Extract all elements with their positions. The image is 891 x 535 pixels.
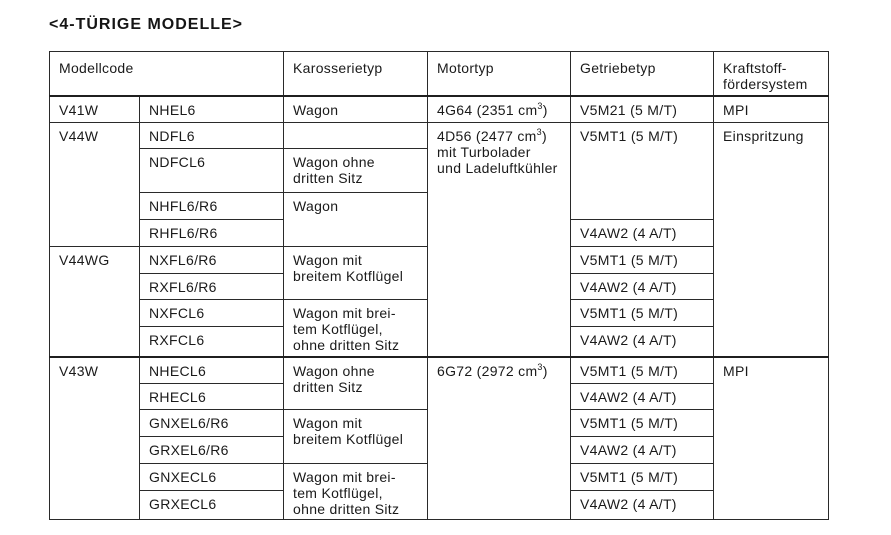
code-cell: GRXECL6 [140,491,284,520]
body-cell [284,464,428,520]
header-karosserietyp: Karosserietyp [284,52,428,96]
header-getriebetyp: Getriebetyp [571,52,714,96]
engine-line2: mit Turbolader [437,144,531,160]
engine-cell [428,123,571,357]
code-cell: NXFL6/R6 [140,247,284,274]
body-line2: breitem Kotflügel [293,431,404,447]
body-line2: dritten Sitz [293,378,363,395]
header-modellcode: Modellcode [50,52,284,96]
gearbox-cell: V5MT1 (5 M/T) [571,123,714,220]
body-cell [284,410,428,464]
body-cell-empty [284,123,428,149]
body-cell [284,149,428,193]
gearbox-cell: V4AW2 (4 A/T) [571,491,714,520]
code-cell: NHFL6/R6 [140,193,284,220]
code-cell: NHECL6 [140,357,284,384]
body-line3: ohne dritten Sitz [293,337,400,353]
header-motortyp: Motortyp [428,52,571,96]
fuel-cell: MPI [714,357,829,520]
engine-line3: und Ladeluftkühler [437,160,558,176]
engine-sup: 3 [537,361,543,372]
code-cell: RXFL6/R6 [140,274,284,300]
fuel-cell: Einspritzung [714,123,829,357]
gearbox-cell: V4AW2 (4 A/T) [571,274,714,300]
body-cell [284,357,428,410]
gearbox-cell: V4AW2 (4 A/T) [571,384,714,410]
body-cell [284,247,428,300]
engine-text-end: ) [542,362,548,379]
table-header-row [50,52,829,96]
gearbox-cell: V5MT1 (5 M/T) [571,247,714,274]
header-kraftstoff [714,52,829,96]
gearbox-cell: V4AW2 (4 A/T) [571,327,714,357]
code-cell: NDFCL6 [140,149,284,193]
engine-text: 6G72 (2972 cm [437,362,538,379]
model-cell-v43w: V43W [50,357,140,520]
body-line1: Wagon mit brei- [293,469,396,485]
model-cell-v44wg: V44WG [50,247,140,357]
code-cell: RXFCL6 [140,327,284,357]
body-line2: breitem Kotflügel [293,268,404,284]
header-kraftstoff-line1: Kraftstoff- [723,60,787,76]
gearbox-cell: V5MT1 (5 M/T) [571,410,714,437]
header-kraftstoff-line2: fördersystem [723,76,808,92]
code-cell: GRXEL6/R6 [140,437,284,464]
fuel-cell: MPI [714,96,829,123]
engine-line1 [437,128,570,144]
body-line1: Wagon mit brei- [293,305,396,321]
engine-text: 4G64 (2351 cm [437,101,538,118]
engine-cell [428,96,571,123]
body-line1: Wagon ohne [293,362,375,379]
code-cell: RHECL6 [140,384,284,410]
gearbox-cell: V5MT1 (5 M/T) [571,464,714,491]
table-row [50,96,829,123]
page-title: <4-TÜRIGE MODELLE> [49,16,244,33]
gearbox-cell: V5M21 (5 M/T) [571,96,714,123]
code-cell: GNXECL6 [140,464,284,491]
engine-sup: 3 [537,100,543,111]
code-cell: RHFL6/R6 [140,220,284,247]
engine-sup: 3 [536,127,542,137]
table-row [50,357,829,384]
model-cell-v41w: V41W [50,96,140,123]
specification-table [49,51,829,520]
table-row [50,123,829,149]
model-cell-v44w: V44W [50,123,140,247]
body-line2: tem Kotflügel, [293,321,383,337]
body-line1: Wagon mit [293,252,363,268]
code-cell: GNXEL6/R6 [140,410,284,437]
body-line2: tem Kotflügel, [293,485,383,501]
body-line2: dritten Sitz [293,170,363,186]
body-line1: Wagon mit [293,415,363,431]
code-cell: NDFL6 [140,123,284,149]
body-line1: Wagon ohne [293,154,375,170]
engine-text: 4D56 (2477 cm [437,128,537,144]
gearbox-cell: V4AW2 (4 A/T) [571,437,714,464]
gearbox-cell: V4AW2 (4 A/T) [571,220,714,247]
body-line3: ohne dritten Sitz [293,501,400,517]
engine-cell [428,357,571,520]
body-cell: Wagon [284,193,428,247]
code-cell: NXFCL6 [140,300,284,327]
code-cell: NHEL6 [140,96,284,123]
gearbox-cell: V5MT1 (5 M/T) [571,300,714,327]
body-cell: Wagon [284,96,428,123]
engine-text-end: ) [541,128,547,144]
gearbox-cell: V5MT1 (5 M/T) [571,357,714,384]
body-cell [284,300,428,357]
engine-text-end: ) [542,101,548,118]
